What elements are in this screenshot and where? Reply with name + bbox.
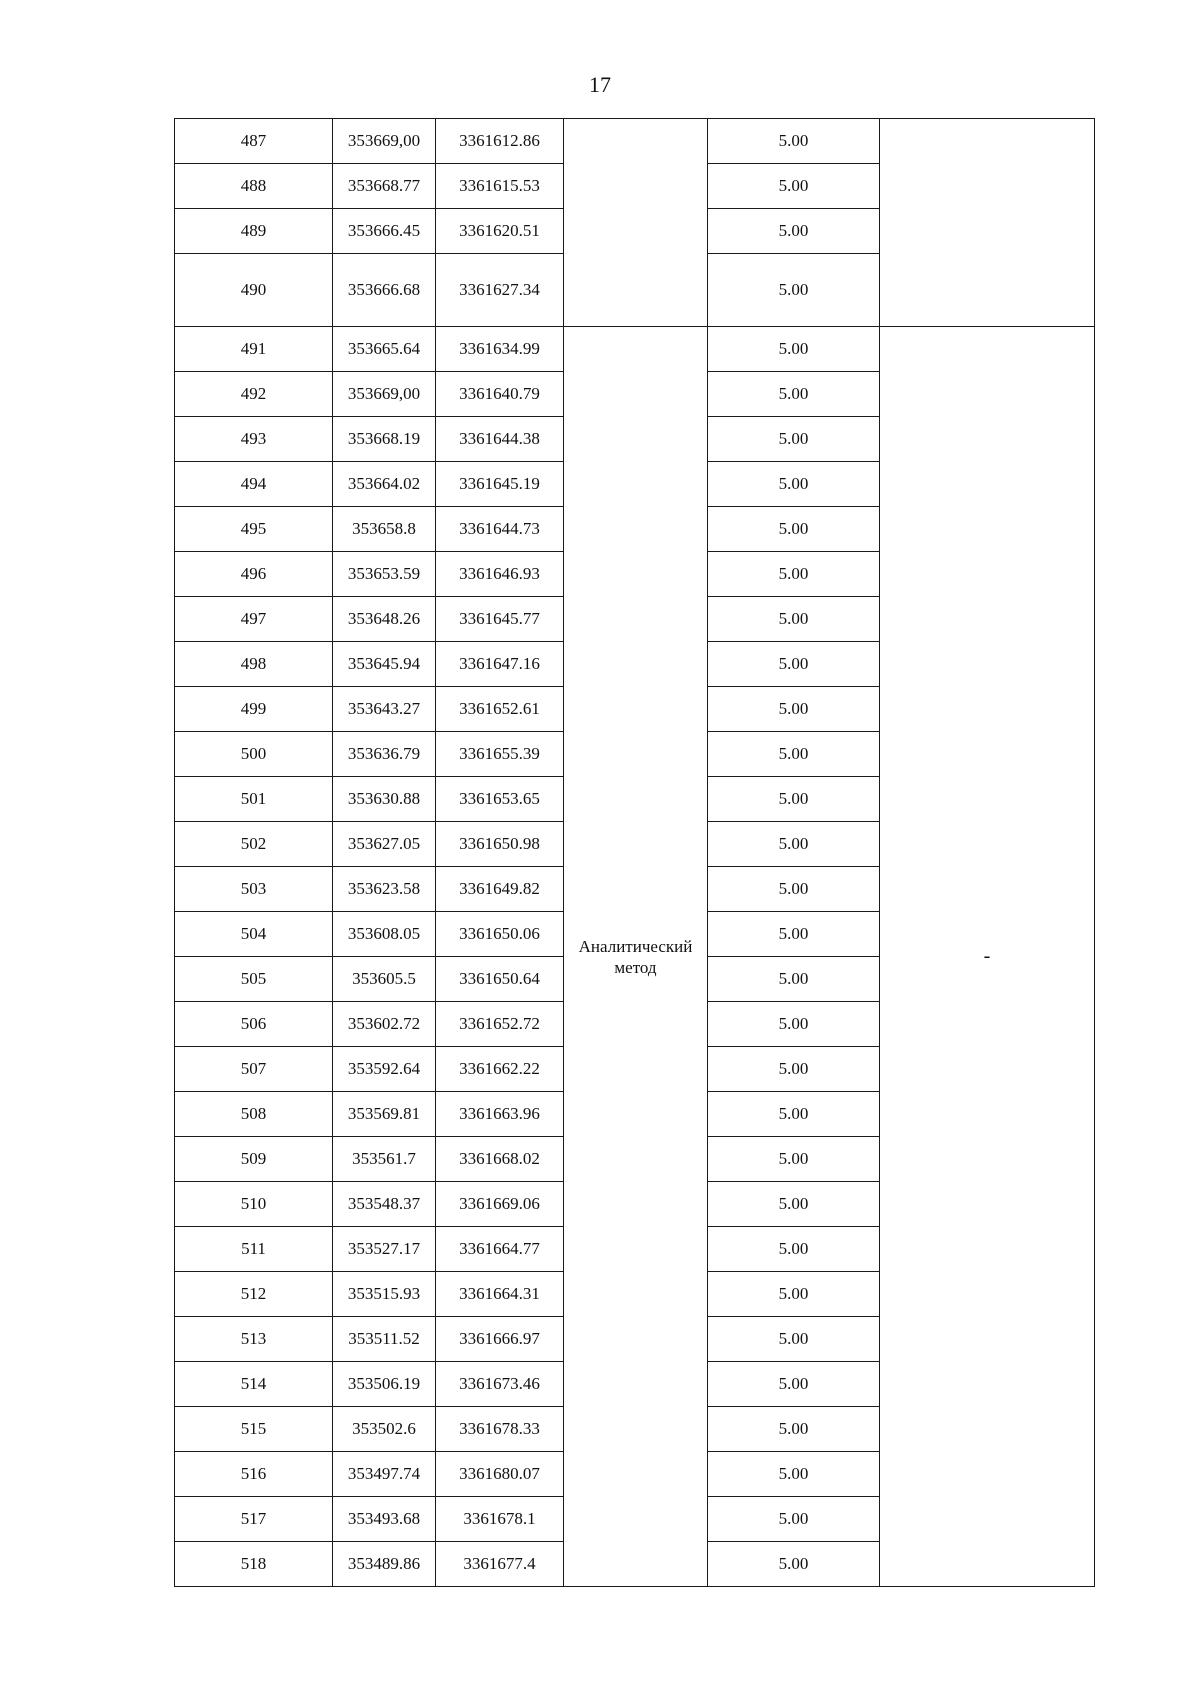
- coordinate-y-cell: 3361664.77: [436, 1227, 564, 1272]
- coordinate-x-cell: 353666.45: [333, 209, 436, 254]
- coordinate-x-cell: 353668.19: [333, 417, 436, 462]
- coordinate-x-cell: 353643.27: [333, 687, 436, 732]
- coordinate-y-cell: 3361650.64: [436, 957, 564, 1002]
- coordinate-x-cell: 353561.7: [333, 1137, 436, 1182]
- coordinate-x-cell: 353658.8: [333, 507, 436, 552]
- coordinates-table: [174, 118, 1095, 1587]
- point-number-cell: 496: [175, 552, 333, 597]
- point-number-cell: 504: [175, 912, 333, 957]
- coordinate-y-cell: 3361664.31: [436, 1272, 564, 1317]
- coordinate-x-cell: 353602.72: [333, 1002, 436, 1047]
- coordinate-x-cell: 353515.93: [333, 1272, 436, 1317]
- coordinate-x-cell: 353665.64: [333, 327, 436, 372]
- point-number-cell: 491: [175, 327, 333, 372]
- accuracy-cell: 5.00: [708, 1047, 880, 1092]
- accuracy-cell: 5.00: [708, 1407, 880, 1452]
- coordinate-y-cell: 3361649.82: [436, 867, 564, 912]
- accuracy-cell: 5.00: [708, 462, 880, 507]
- point-number-cell: 488: [175, 164, 333, 209]
- coordinate-x-cell: 353506.19: [333, 1362, 436, 1407]
- accuracy-cell: 5.00: [708, 642, 880, 687]
- method-cell: Аналитический метод: [564, 327, 708, 1587]
- coordinate-y-cell: 3361668.02: [436, 1137, 564, 1182]
- point-number-cell: 518: [175, 1542, 333, 1587]
- accuracy-cell: 5.00: [708, 1182, 880, 1227]
- coordinate-y-cell: 3361650.06: [436, 912, 564, 957]
- accuracy-cell: 5.00: [708, 1272, 880, 1317]
- point-number-cell: 510: [175, 1182, 333, 1227]
- coordinate-y-cell: 3361640.79: [436, 372, 564, 417]
- accuracy-cell: 5.00: [708, 1497, 880, 1542]
- coordinate-y-cell: 3361634.99: [436, 327, 564, 372]
- point-number-cell: 507: [175, 1047, 333, 1092]
- accuracy-cell: 5.00: [708, 1317, 880, 1362]
- coordinate-y-cell: 3361647.16: [436, 642, 564, 687]
- point-number-cell: 516: [175, 1452, 333, 1497]
- point-number-cell: 505: [175, 957, 333, 1002]
- point-number-cell: 502: [175, 822, 333, 867]
- coordinate-x-cell: 353569.81: [333, 1092, 436, 1137]
- accuracy-cell: 5.00: [708, 867, 880, 912]
- accuracy-cell: 5.00: [708, 822, 880, 867]
- accuracy-cell: 5.00: [708, 119, 880, 164]
- accuracy-cell: 5.00: [708, 372, 880, 417]
- point-number-cell: 508: [175, 1092, 333, 1137]
- description-cell-empty: [880, 119, 1095, 327]
- coordinate-x-cell: 353497.74: [333, 1452, 436, 1497]
- point-number-cell: 500: [175, 732, 333, 777]
- coordinate-y-cell: 3361673.46: [436, 1362, 564, 1407]
- accuracy-cell: 5.00: [708, 1137, 880, 1182]
- coordinate-x-cell: 353548.37: [333, 1182, 436, 1227]
- accuracy-cell: 5.00: [708, 417, 880, 462]
- coordinate-y-cell: 3361666.97: [436, 1317, 564, 1362]
- coordinate-y-cell: 3361669.06: [436, 1182, 564, 1227]
- accuracy-cell: 5.00: [708, 1227, 880, 1272]
- accuracy-cell: 5.00: [708, 957, 880, 1002]
- method-cell-empty: [564, 119, 708, 327]
- coordinate-y-cell: 3361663.96: [436, 1092, 564, 1137]
- coordinate-x-cell: 353489.86: [333, 1542, 436, 1587]
- coordinate-x-cell: 353527.17: [333, 1227, 436, 1272]
- accuracy-cell: 5.00: [708, 254, 880, 327]
- point-number-cell: 503: [175, 867, 333, 912]
- coordinate-x-cell: 353605.5: [333, 957, 436, 1002]
- coordinate-x-cell: 353502.6: [333, 1407, 436, 1452]
- coordinate-x-cell: 353666.68: [333, 254, 436, 327]
- accuracy-cell: 5.00: [708, 777, 880, 822]
- coordinate-x-cell: 353669,00: [333, 372, 436, 417]
- accuracy-cell: 5.00: [708, 327, 880, 372]
- coordinate-y-cell: 3361646.93: [436, 552, 564, 597]
- coordinate-y-cell: 3361650.98: [436, 822, 564, 867]
- coordinate-y-cell: 3361645.19: [436, 462, 564, 507]
- coordinate-x-cell: 353627.05: [333, 822, 436, 867]
- coordinate-x-cell: 353645.94: [333, 642, 436, 687]
- accuracy-cell: 5.00: [708, 507, 880, 552]
- point-number-cell: 517: [175, 1497, 333, 1542]
- accuracy-cell: 5.00: [708, 209, 880, 254]
- coordinate-x-cell: 353630.88: [333, 777, 436, 822]
- accuracy-cell: 5.00: [708, 1092, 880, 1137]
- coordinate-x-cell: 353623.58: [333, 867, 436, 912]
- point-number-cell: 515: [175, 1407, 333, 1452]
- coordinate-x-cell: 353653.59: [333, 552, 436, 597]
- coordinate-y-cell: 3361652.72: [436, 1002, 564, 1047]
- accuracy-cell: 5.00: [708, 1362, 880, 1407]
- accuracy-cell: 5.00: [708, 1002, 880, 1047]
- point-number-cell: 489: [175, 209, 333, 254]
- coordinate-x-cell: 353664.02: [333, 462, 436, 507]
- coordinate-y-cell: 3361645.77: [436, 597, 564, 642]
- coordinate-y-cell: 3361627.34: [436, 254, 564, 327]
- point-number-cell: 506: [175, 1002, 333, 1047]
- accuracy-cell: 5.00: [708, 552, 880, 597]
- coordinate-x-cell: 353493.68: [333, 1497, 436, 1542]
- table-row: [175, 327, 1095, 372]
- point-number-cell: 513: [175, 1317, 333, 1362]
- coordinate-y-cell: 3361678.1: [436, 1497, 564, 1542]
- accuracy-cell: 5.00: [708, 1452, 880, 1497]
- coordinate-y-cell: 3361615.53: [436, 164, 564, 209]
- point-number-cell: 493: [175, 417, 333, 462]
- coordinate-x-cell: 353668.77: [333, 164, 436, 209]
- point-number-cell: 509: [175, 1137, 333, 1182]
- coordinate-x-cell: 353636.79: [333, 732, 436, 777]
- point-number-cell: 490: [175, 254, 333, 327]
- point-number-cell: 494: [175, 462, 333, 507]
- point-number-cell: 498: [175, 642, 333, 687]
- point-number-cell: 511: [175, 1227, 333, 1272]
- page-number: 17: [589, 72, 611, 97]
- table-row: [175, 119, 1095, 164]
- accuracy-cell: 5.00: [708, 912, 880, 957]
- coordinate-y-cell: 3361662.22: [436, 1047, 564, 1092]
- point-number-cell: 499: [175, 687, 333, 732]
- point-number-cell: 512: [175, 1272, 333, 1317]
- coordinate-y-cell: 3361680.07: [436, 1452, 564, 1497]
- coordinate-y-cell: 3361652.61: [436, 687, 564, 732]
- coordinate-y-cell: 3361677.4: [436, 1542, 564, 1587]
- coordinate-x-cell: 353669,00: [333, 119, 436, 164]
- table-body: [175, 119, 1095, 1587]
- coordinate-y-cell: 3361678.33: [436, 1407, 564, 1452]
- coordinate-y-cell: 3361620.51: [436, 209, 564, 254]
- coordinate-y-cell: 3361644.73: [436, 507, 564, 552]
- coordinate-x-cell: 353511.52: [333, 1317, 436, 1362]
- coordinates-table-container: [174, 118, 1094, 1587]
- description-cell: -: [880, 327, 1095, 1587]
- point-number-cell: 514: [175, 1362, 333, 1407]
- accuracy-cell: 5.00: [708, 1542, 880, 1587]
- coordinate-y-cell: 3361612.86: [436, 119, 564, 164]
- coordinate-x-cell: 353648.26: [333, 597, 436, 642]
- coordinate-y-cell: 3361655.39: [436, 732, 564, 777]
- accuracy-cell: 5.00: [708, 687, 880, 732]
- point-number-cell: 492: [175, 372, 333, 417]
- coordinate-x-cell: 353608.05: [333, 912, 436, 957]
- accuracy-cell: 5.00: [708, 597, 880, 642]
- point-number-cell: 495: [175, 507, 333, 552]
- accuracy-cell: 5.00: [708, 732, 880, 777]
- accuracy-cell: 5.00: [708, 164, 880, 209]
- point-number-cell: 487: [175, 119, 333, 164]
- point-number-cell: 497: [175, 597, 333, 642]
- coordinate-y-cell: 3361653.65: [436, 777, 564, 822]
- point-number-cell: 501: [175, 777, 333, 822]
- coordinate-x-cell: 353592.64: [333, 1047, 436, 1092]
- coordinate-y-cell: 3361644.38: [436, 417, 564, 462]
